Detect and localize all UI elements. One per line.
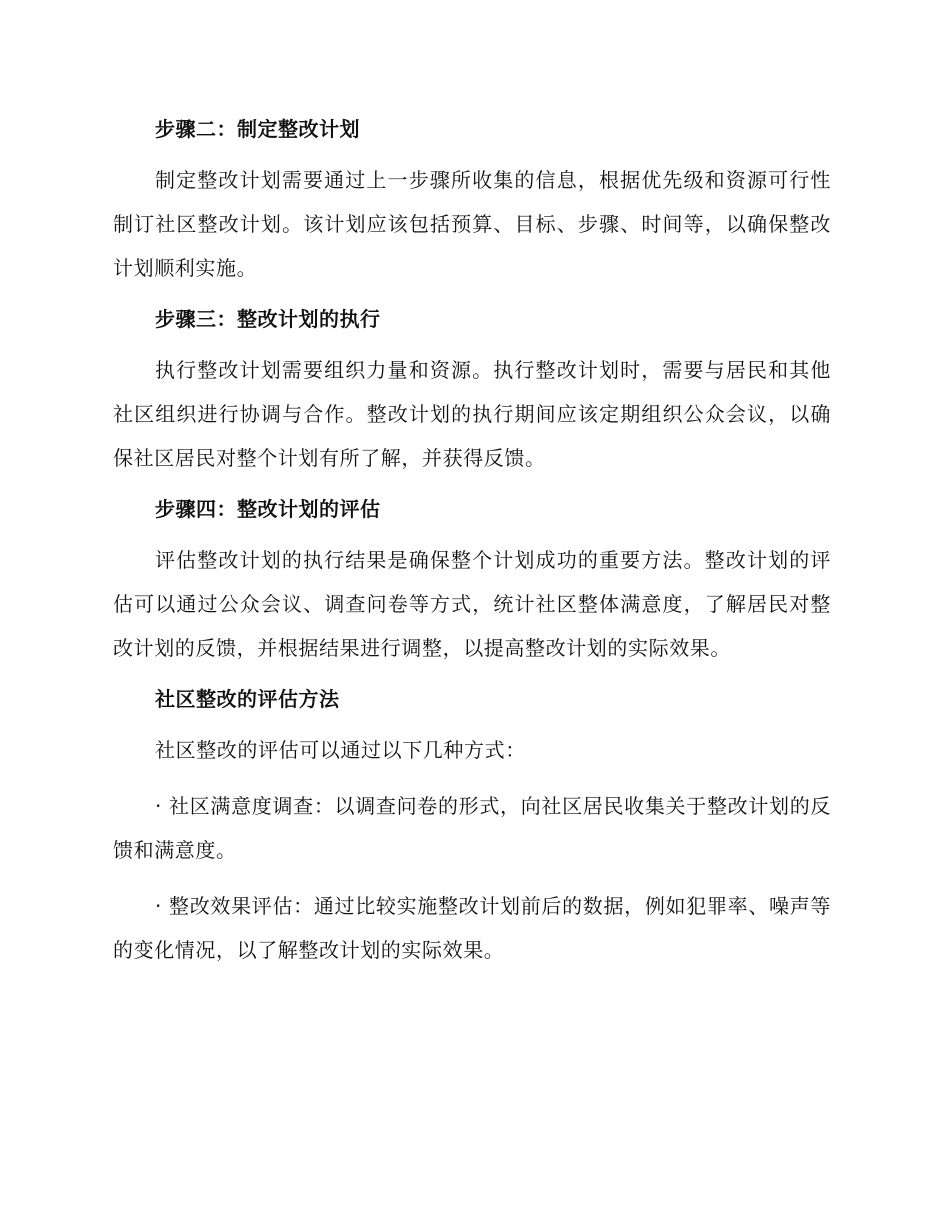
evaluation-intro: 社区整改的评估可以通过以下几种方式： [155,738,526,762]
evaluation-bullet-satisfaction-survey: · 社区满意度调查：以调查问卷的形式，向社区居民收集关于整改计划的反馈和满意度。 [113,794,831,862]
section-heading-step-2: 步骤二：制定整改计划 [155,117,360,141]
section-heading-step-4: 步骤四：整改计划的评估 [155,497,381,521]
section-paragraph-step-4: 评估整改计划的执行结果是确保整个计划成功的重要方法。整改计划的评估可以通过公众会议、调查问卷等方式，统计社区整体满意度，了解居民对整改计划的反馈，并根据结果进行调整，以提高整改计划的实际效果。 [113,548,831,660]
section-paragraph-step-2: 制定整改计划需要通过上一步骤所收集的信息，根据优先级和资源可行性制订社区整改计划。该计划应该包括预算、目标、步骤、时间等，以确保整改计划顺利实施。 [113,168,831,280]
section-heading-step-3: 步骤三：整改计划的执行 [155,307,381,331]
document-body [113,112,831,984]
evaluation-bullet-effect-assessment: · 整改效果评估：通过比较实施整改计划前后的数据，例如犯罪率、噪声等的变化情况，以了解整改计划的实际效果。 [113,894,831,962]
section-paragraph-step-3: 执行整改计划需要组织力量和资源。执行整改计划时，需要与居民和其他社区组织进行协调与合作。整改计划的执行期间应该定期组织公众会议，以确保社区居民对整个计划有所了解，并获得反馈。 [113,358,831,470]
evaluation-heading: 社区整改的评估方法 [155,687,340,711]
